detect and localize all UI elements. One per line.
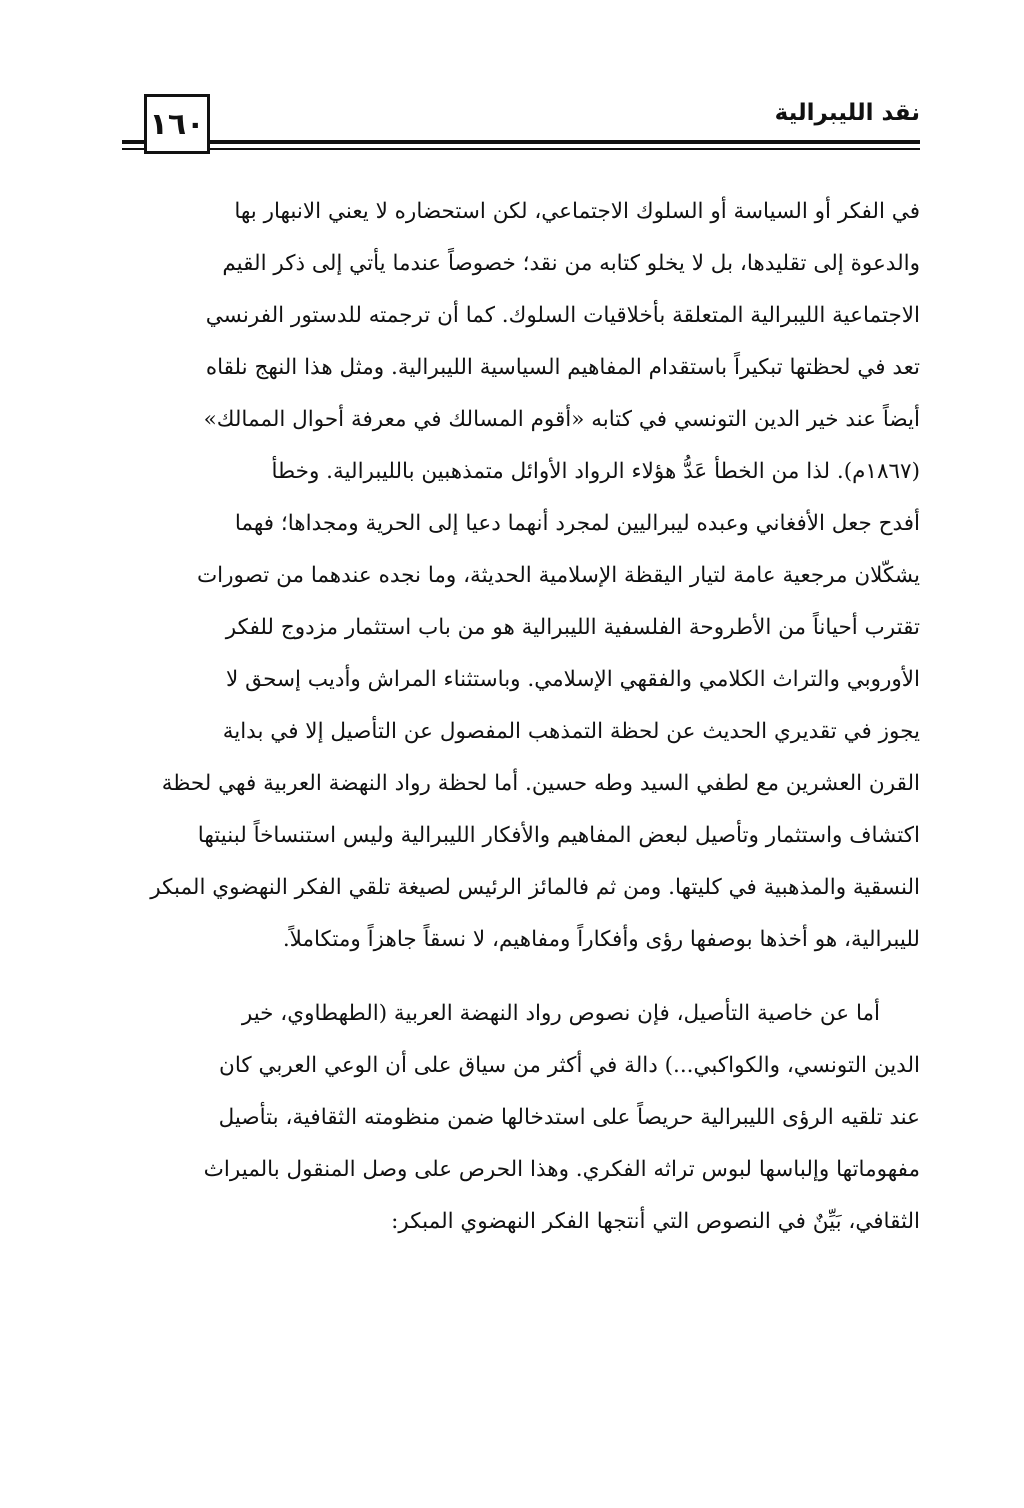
page-header [122,86,920,178]
paragraph-1 [125,186,920,966]
page-number: ١٦٠ [144,94,210,154]
text-line: القرن العشرين مع لطفي السيد وطه حسين. أما لحظة رواد النهضة العربية فهي لحظة [161,771,920,796]
text-line: أما عن خاصية التأصيل، فإن نصوص رواد النهضة العربية (الطهطاوي، خير [241,1001,880,1026]
running-title: نقد الليبرالية [774,100,920,126]
text-line: النسقية والمذهبية في كليتها. ومن ثم فالمائز الرئيس لصيغة تلقي الفكر النهضوي المبكر [150,875,920,900]
paragraph-2 [125,988,920,1248]
text-line: يجوز في تقديري الحديث عن لحظة التمذهب المفصول عن التأصيل إلا في بداية [222,719,920,744]
text-line: الثقافي، بَيِّنٌ في النصوص التي أنتجها الفكر النهضوي المبكر: [391,1209,920,1234]
text-line: يشكّلان مرجعية عامة لتيار اليقظة الإسلامية الحديثة، وما نجده عندهما من تصورات [196,563,920,588]
text-line: تقترب أحياناً من الأطروحة الفلسفية الليبرالية هو من باب استثمار مزدوج للفكر [225,615,920,640]
text-line: والدعوة إلى تقليدها، بل لا يخلو كتابه من نقد؛ خصوصاً عندما يأتي إلى ذكر القيم [222,251,920,276]
body-text [125,186,920,1248]
text-line: في الفكر أو السياسة أو السلوك الاجتماعي، لكن استحضاره لا يعني الانبهار بها [234,199,920,224]
text-line: الاجتماعية الليبرالية المتعلقة بأخلاقيات السلوك. كما أن ترجمته للدستور الفرنسي [205,303,920,328]
text-line: الأوروبي والتراث الكلامي والفقهي الإسلامي. وباستثناء المراش وأديب إسحق لا [226,667,920,692]
text-line: مفهوماتها وإلباسها لبوس تراثه الفكري. وهذا الحرص على وصل المنقول بالميراث [203,1157,920,1182]
text-line: (١٨٦٧م). لذا من الخطأ عَدُّ هؤلاء الرواد الأوائل متمذهبين بالليبرالية. وخطأ [271,459,920,484]
text-line: تعد في لحظتها تبكيراً باستقدام المفاهيم السياسية الليبرالية. ومثل هذا النهج نلقاه [205,355,920,380]
text-line: الدين التونسي، والكواكبي...) دالة في أكثر من سياق على أن الوعي العربي كان [219,1053,920,1078]
text-line: أفدح جعل الأفغاني وعبده ليبراليين لمجرد أنهما دعيا إلى الحرية ومجداها؛ فهما [234,511,920,536]
text-line: اكتشاف واستثمار وتأصيل لبعض المفاهيم والأفكار الليبرالية وليس استنساخاً لبنيتها [197,823,920,848]
text-line: لليبرالية، هو أخذها بوصفها رؤى وأفكاراً ومفاهيم، لا نسقاً جاهزاً ومتكاملاً. [282,927,920,952]
paragraph-spacer [125,966,920,988]
header-rule-thick [122,140,920,144]
text-line: أيضاً عند خير الدين التونسي في كتابه «أقوم المسالك في معرفة أحوال الممالك» [203,407,920,432]
text-line: عند تلقيه الرؤى الليبرالية حريصاً على استدخالها ضمن منظومته الثقافية، بتأصيل [218,1105,920,1130]
header-rule-thin [122,148,920,150]
